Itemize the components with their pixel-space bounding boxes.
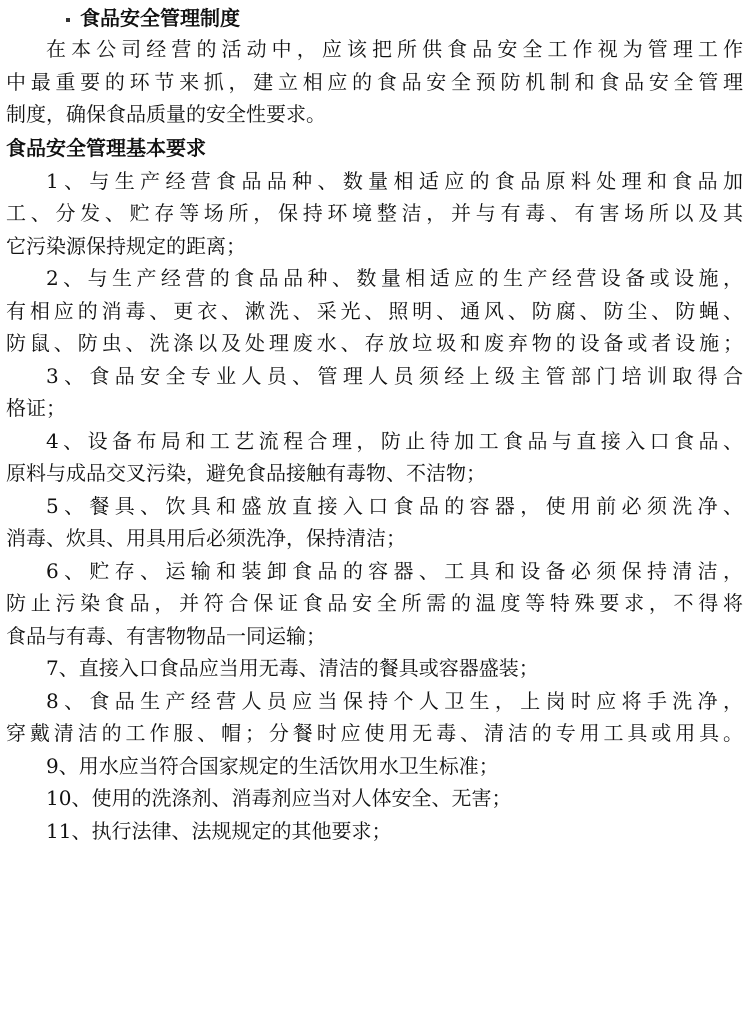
intro-line: 在本公司经营的活动中，应该把所供食品安全工作视为管理工作 [46,37,743,61]
item-line: 6、贮存、运输和装卸食品的容器、工具和设备必须保持清洁， [46,558,743,583]
item-line: 2、与生产经营的食品品种、数量相适应的生产经营设备或设施， [46,266,743,290]
requirement-item-1 [6,165,743,263]
requirement-item-9 [6,750,743,783]
item-line: 3、食品安全专业人员、管理人员须经上级主管部门培训取得合 [46,363,743,388]
bullet-mark [66,18,70,22]
item-line: 有相应的消毒、更衣、漱洗、采光、照明、通风、防腐、防尘、防蝇、 [6,298,743,323]
requirement-item-5 [6,490,743,555]
item-line: 它污染源保持规定的距离； [6,233,246,258]
requirement-item-2 [6,262,743,360]
item-line: 格证； [6,396,66,420]
item-line: 消毒、炊具、用具用后必须洗净，保持清洁； [6,526,406,550]
item-line: 5、餐具、饮具和盛放直接入口食品的容器，使用前必须洗净、 [46,493,743,518]
item-line: 原料与成品交叉污染，避免食品接触有毒物、不洁物； [6,461,486,485]
item-line: 穿戴清洁的工作服、帽；分餐时应使用无毒、清洁的专用工具或用具。 [6,721,743,745]
item-line: 防止污染食品，并符合保证食品安全所需的温度等特殊要求，不得将 [6,591,743,615]
section-heading: 食品安全管理基本要求 [6,135,206,160]
item-line: 11、执行法律、法规规定的其他要求； [46,818,392,843]
item-line: 7、直接入口食品应当用无毒、清洁的餐具或容器盛装； [46,656,539,680]
document-title-row [6,4,743,33]
requirement-item-7 [6,652,743,685]
item-line: 9、用水应当符合国家规定的生活饮用水卫生标准； [46,753,499,778]
requirement-item-8 [6,685,743,750]
item-line: 4、设备布局和工艺流程合理，防止待加工食品与直接入口食品、 [46,428,743,453]
intro-line: 制度，确保食品质量的安全性要求。 [6,102,326,126]
requirement-item-10 [6,782,743,815]
item-line: 8、食品生产经营人员应当保持个人卫生，上岗时应将手洗净， [46,688,743,713]
intro-line: 中最重要的环节来抓，建立相应的食品安全预防机制和食品安全管理 [6,69,743,94]
document-title: 食品安全管理制度 [80,6,240,30]
requirement-item-4 [6,425,743,490]
item-line: 1、与生产经营食品品种、数量相适应的食品原料处理和食品加 [46,168,743,193]
item-line: 10、使用的洗涤剂、消毒剂应当对人体安全、无害； [46,786,512,810]
intro-paragraph [6,33,743,131]
requirement-item-11 [6,815,743,848]
requirement-item-3 [6,360,743,425]
requirement-item-6 [6,555,743,653]
item-line: 防鼠、防虫、洗涤以及处理废水、存放垃圾和废弃物的设备或者设施； [6,331,743,355]
item-line: 食品与有毒、有害物物品一同运输； [6,623,326,648]
item-line: 工、分发、贮存等场所，保持环境整洁，并与有毒、有害场所以及其 [6,201,743,225]
